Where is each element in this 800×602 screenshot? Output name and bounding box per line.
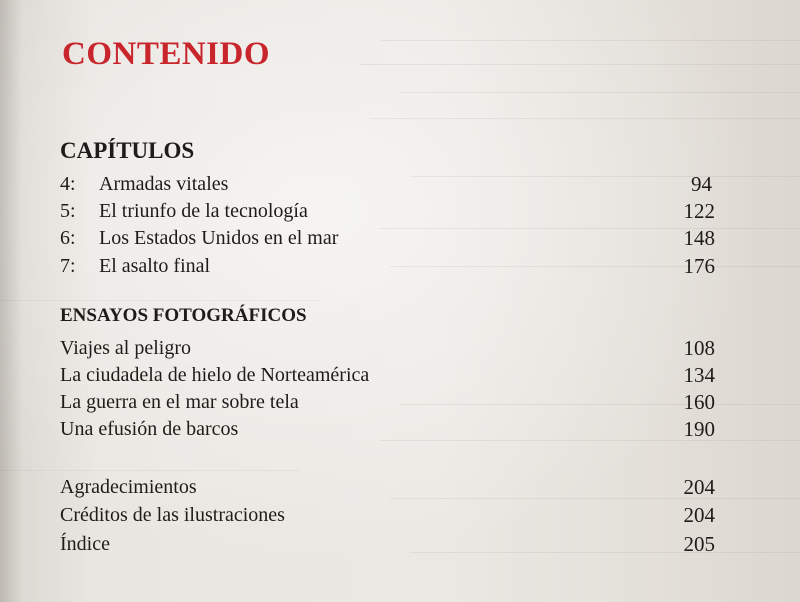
photo-essay-title: La ciudadela de hielo de Norteamérica [60,364,370,386]
photo-essay-title: Viajes al peligro [60,337,191,359]
photo-essay-entry [60,416,715,443]
chapter-title: Los Estados Unidos en el mar [99,227,339,249]
chapter-number: 4: [60,173,76,195]
photo-essay-entry [60,362,715,389]
back-matter-title: Índice [60,533,110,555]
page-number: 160 [683,390,715,414]
chapter-number: 7: [60,255,76,277]
chapter-entry [60,198,715,225]
show-through-line [380,40,800,41]
page-gutter-shadow [0,0,22,602]
photo-essay-title: Una efusión de barcos [60,418,239,440]
back-matter-entry [60,531,715,558]
chapter-title: El triunfo de la tecnología [99,200,308,222]
page-number: 204 [683,475,715,499]
page-number: 205 [683,532,715,556]
chapter-entry [60,171,715,198]
chapter-number: 6: [60,227,76,249]
back-matter-title: Agradecimientos [60,476,197,498]
back-matter-entry [60,474,715,501]
back-matter-entry [60,502,715,529]
page-number: 204 [683,503,715,527]
page-number: 148 [683,226,715,250]
show-through-line [370,118,800,119]
page-number: 122 [683,199,715,223]
page-number: 176 [683,254,715,278]
chapters-heading: CAPÍTULOS [60,138,195,163]
show-through-line [360,64,800,65]
show-through-line [0,300,320,301]
chapter-title: El asalto final [99,255,211,277]
chapter-number: 5: [60,200,76,222]
show-through-line [400,92,800,93]
page-number: 134 [683,363,715,387]
page-title: CONTENIDO [62,36,271,72]
photo-essay-title: La guerra en el mar sobre tela [60,391,299,413]
back-matter-title: Créditos de las ilustraciones [60,504,285,526]
page-number: 190 [683,417,715,441]
photo-essay-entry [60,335,715,362]
chapter-entry [60,225,715,252]
page-number: 108 [683,336,715,360]
photo-essays-heading: ENSAYOS FOTOGRÁFICOS [60,305,307,326]
chapter-entry [60,253,715,280]
page-number: 94 [691,172,712,196]
chapter-title: Armadas vitales [99,173,229,195]
photo-essay-entry [60,389,715,416]
show-through-line [0,470,300,471]
